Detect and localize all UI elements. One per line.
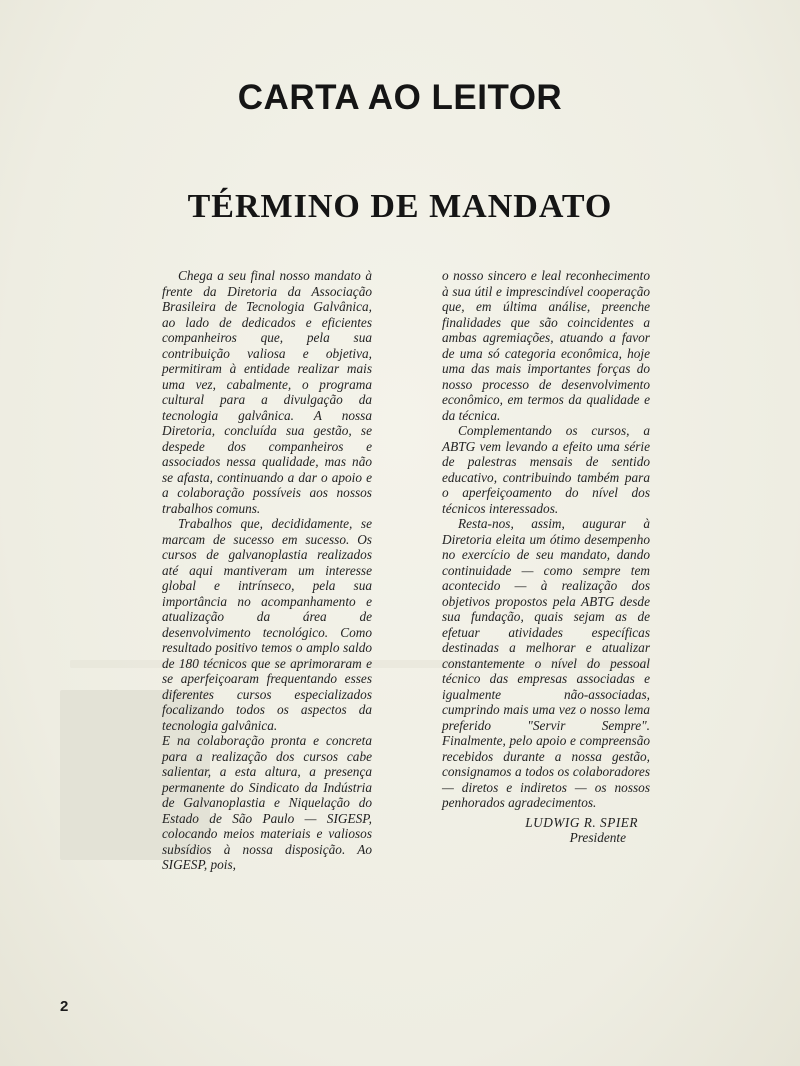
letter-paragraph: Complementando os cursos, a ABTG vem levando a efeito uma série de palestras mensais de sentido educativo, contribuindo também para o aperfeiçoamento do nível dos técnicos interessados. <box>442 423 650 516</box>
letter-paragraph: Chega a seu final nosso mandato à frente da Diretoria da Associação Brasileira de Tecnologia Galvânica, ao lado de dedicados e eficientes companheiros que, pela sua contribuição valiosa e objetiva, permitiram à entidade realizar mais uma vez, cabalmente, o programa cultural para a divulgação da tecnologia galvânica. A nossa Diretoria, concluída sua gestão, se despede dos companheiros e associados nessa qualidade, mas não se afasta, continuando a dar o apoio e a colaboração possíveis aos nossos trabalhos comuns. <box>162 268 372 516</box>
signature-block <box>442 815 650 846</box>
article-subtitle: TÉRMINO DE MANDATO <box>187 188 613 226</box>
page-title: CARTA AO LEITOR <box>237 78 563 118</box>
letter-column-right <box>442 268 650 846</box>
letter-paragraph: E na colaboração pronta e concreta para a realização dos cursos cabe salientar, a esta altura, a presença permanente do Sindicato da Indústria de Galvanoplastia e Niquelação do Estado de São Paulo — SIGESP, colocando meios materiais e valiosos subsídios à nossa disposição. Ao SIGESP, pois, <box>162 733 372 872</box>
letter-paragraph: Resta-nos, assim, augurar à Diretoria eleita um ótimo desempenho no exercício de seu mandato, dando continuidade — como sempre tem acontecido — à realização dos objetivos propostos pela ABTG desde sua fundação, quais sejam as de efetuar atividades específicas destinadas a melhorar e atualizar constantemente o nível do pessoal técnico das empresas associadas e igualmente não-associadas, cumprindo mais uma vez o nosso lema preferido "Servir Sempre". Finalmente, pelo apoio e compreensão recebidos durante a nossa gestão, consignamos a todos os colaboradores — diretos e indiretos — os nossos penhorados agradecimentos. <box>442 516 650 810</box>
signature-role: Presidente <box>569 830 626 845</box>
page-number: 2 <box>60 998 69 1015</box>
letter-paragraph: Trabalhos que, decididamente, se marcam de sucesso em sucesso. Os cursos de galvanoplastia realizados até aqui mantiveram um interesse global e intrínseco, pela sua importância no acompanhamento e atualização da área de desenvolvimento tecnológico. Como resultado positivo temos o amplo saldo de 180 técnicos que se aprimoraram e se aperfeiçoaram frequentando esses diferentes cursos especializados focalizando todos os aspectos da tecnologia galvânica. <box>162 516 372 733</box>
signature-name: LUDWIG R. SPIER <box>525 814 638 830</box>
letter-paragraph: o nosso sincero e leal reconhecimento à sua útil e imprescindível cooperação que, em última análise, preenche finalidades que são coincidentes a ambas agremiações, atuando a favor de uma só categoria econômica, hoje uma das mais importantes forças do nosso processo de desenvolvimento econômico, em termos da qualidade e da técnica. <box>442 268 650 423</box>
letter-column-left <box>162 268 372 873</box>
